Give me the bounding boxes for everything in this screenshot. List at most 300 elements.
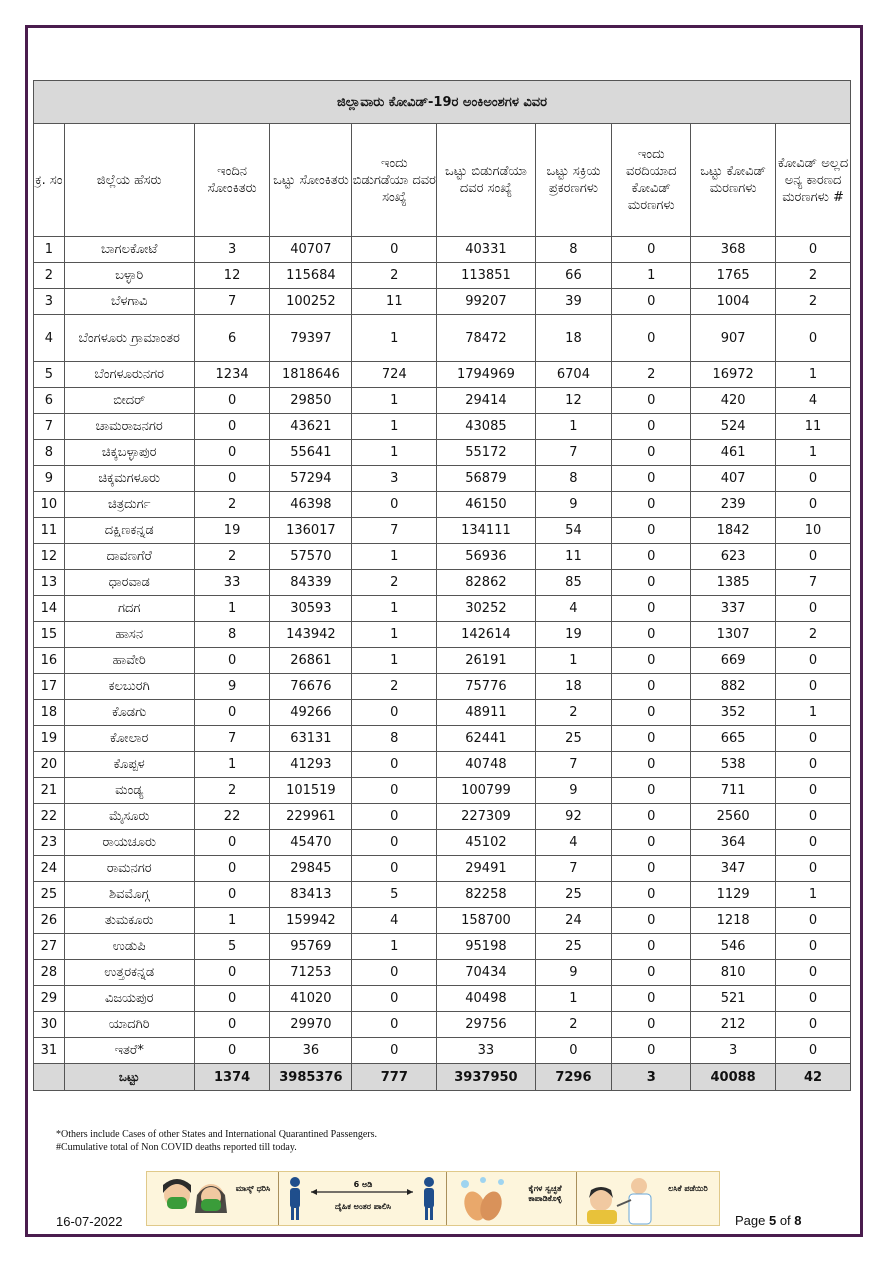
value-cell: 0 <box>612 882 691 908</box>
value-cell: 82862 <box>437 570 535 596</box>
table-row <box>34 289 851 315</box>
value-cell: 48911 <box>437 700 535 726</box>
total-label: ಒಟ್ಟು <box>64 1064 194 1091</box>
serial-cell: 15 <box>34 622 65 648</box>
table-row <box>34 882 851 908</box>
value-cell: 56936 <box>437 544 535 570</box>
value-cell: 0 <box>776 960 851 986</box>
value-cell: 0 <box>776 237 851 263</box>
value-cell: 0 <box>612 1012 691 1038</box>
value-cell: 0 <box>776 778 851 804</box>
total-value: 7296 <box>535 1064 612 1091</box>
table-row <box>34 752 851 778</box>
value-cell: 41020 <box>270 986 352 1012</box>
value-cell: 40498 <box>437 986 535 1012</box>
value-cell: 1 <box>776 882 851 908</box>
district-name-cell: ಕಲಬುರಗಿ <box>64 674 194 700</box>
district-name-cell: ಬಾಗಲಕೋಟೆ <box>64 237 194 263</box>
page-number: Page 5 of 8 <box>735 1213 802 1228</box>
district-name-cell: ಚಿಕ್ಕಬಳ್ಳಾಪುರ <box>64 440 194 466</box>
total-value: 777 <box>352 1064 437 1091</box>
value-cell: 57570 <box>270 544 352 570</box>
serial-cell: 25 <box>34 882 65 908</box>
table-row <box>34 986 851 1012</box>
district-name-cell: ರಾಮನಗರ <box>64 856 194 882</box>
value-cell: 56879 <box>437 466 535 492</box>
distance-segment <box>279 1172 447 1225</box>
value-cell: 0 <box>612 830 691 856</box>
column-header: ಇಂದು ಬಿಡುಗಡೆಯಾ ದವರ ಸಂಖ್ಯೆ <box>352 124 437 237</box>
value-cell: 3 <box>691 1038 776 1064</box>
covid-guidelines-banner <box>146 1171 720 1226</box>
value-cell: 136017 <box>270 518 352 544</box>
value-cell: 0 <box>194 882 270 908</box>
value-cell: 11 <box>776 414 851 440</box>
table-row <box>34 492 851 518</box>
value-cell: 29845 <box>270 856 352 882</box>
total-blank-cell <box>34 1064 65 1091</box>
vaccine-segment <box>577 1172 719 1225</box>
value-cell: 1 <box>194 908 270 934</box>
table-row <box>34 778 851 804</box>
hand-wash-text: ಕೈಗಳ ಸ್ವಚ್ಛತೆ ಕಾಪಾಡಿಕೊಳ್ಳಿ <box>528 1184 562 1203</box>
value-cell: 95198 <box>437 934 535 960</box>
value-cell: 0 <box>194 414 270 440</box>
district-name-cell: ಕೋಲಾರ <box>64 726 194 752</box>
value-cell: 99207 <box>437 289 535 315</box>
total-value: 1374 <box>194 1064 270 1091</box>
value-cell: 33 <box>194 570 270 596</box>
mask-text: ಮಾಸ್ಕ್ ಧರಿಸಿ <box>235 1184 271 1193</box>
table-row <box>34 700 851 726</box>
district-name-cell: ಹಾಸನ <box>64 622 194 648</box>
table-row <box>34 1038 851 1064</box>
table-row <box>34 830 851 856</box>
table-row <box>34 674 851 700</box>
serial-cell: 14 <box>34 596 65 622</box>
value-cell: 8 <box>352 726 437 752</box>
value-cell: 4 <box>776 388 851 414</box>
serial-cell: 10 <box>34 492 65 518</box>
masked-faces-icon <box>155 1173 235 1226</box>
value-cell: 43621 <box>270 414 352 440</box>
value-cell: 368 <box>691 237 776 263</box>
value-cell: 0 <box>612 492 691 518</box>
value-cell: 0 <box>535 1038 612 1064</box>
serial-cell: 27 <box>34 934 65 960</box>
value-cell: 25 <box>535 726 612 752</box>
serial-cell: 31 <box>34 1038 65 1064</box>
value-cell: 100252 <box>270 289 352 315</box>
value-cell: 29756 <box>437 1012 535 1038</box>
table-row <box>34 596 851 622</box>
serial-cell: 5 <box>34 362 65 388</box>
vaccine-text: ಲಸಿಕೆ ಪಡೆಯಿರಿ <box>668 1184 708 1193</box>
district-name-cell: ತುಮಕೂರು <box>64 908 194 934</box>
value-cell: 29970 <box>270 1012 352 1038</box>
value-cell: 158700 <box>437 908 535 934</box>
value-cell: 45102 <box>437 830 535 856</box>
column-header: ಕ್ರ. ಸಂ <box>34 124 65 237</box>
table-row <box>34 362 851 388</box>
value-cell: 55641 <box>270 440 352 466</box>
value-cell: 461 <box>691 440 776 466</box>
value-cell: 0 <box>194 986 270 1012</box>
value-cell: 0 <box>612 237 691 263</box>
table-row <box>34 466 851 492</box>
table-row <box>34 960 851 986</box>
value-cell: 63131 <box>270 726 352 752</box>
value-cell: 0 <box>194 1038 270 1064</box>
district-name-cell: ಗದಗ <box>64 596 194 622</box>
district-name-cell: ಬೆಂಗಳೂರುನಗರ <box>64 362 194 388</box>
value-cell: 1 <box>352 388 437 414</box>
value-cell: 143942 <box>270 622 352 648</box>
value-cell: 0 <box>776 908 851 934</box>
value-cell: 36 <box>270 1038 352 1064</box>
value-cell: 1307 <box>691 622 776 648</box>
table-row <box>34 726 851 752</box>
value-cell: 33 <box>437 1038 535 1064</box>
value-cell: 11 <box>535 544 612 570</box>
header-row <box>34 124 851 237</box>
value-cell: 1 <box>776 700 851 726</box>
value-cell: 83413 <box>270 882 352 908</box>
value-cell: 9 <box>535 960 612 986</box>
value-cell: 9 <box>535 778 612 804</box>
value-cell: 2 <box>352 263 437 289</box>
value-cell: 30252 <box>437 596 535 622</box>
serial-cell: 28 <box>34 960 65 986</box>
value-cell: 24 <box>535 908 612 934</box>
table-row <box>34 263 851 289</box>
value-cell: 521 <box>691 986 776 1012</box>
value-cell: 0 <box>194 388 270 414</box>
value-cell: 134111 <box>437 518 535 544</box>
value-cell: 0 <box>352 986 437 1012</box>
value-cell: 25 <box>535 934 612 960</box>
value-cell: 5 <box>194 934 270 960</box>
value-cell: 22 <box>194 804 270 830</box>
value-cell: 6704 <box>535 362 612 388</box>
district-name-cell: ಹಾವೇರಿ <box>64 648 194 674</box>
value-cell: 4 <box>535 830 612 856</box>
value-cell: 46150 <box>437 492 535 518</box>
value-cell: 39 <box>535 289 612 315</box>
table-row <box>34 804 851 830</box>
value-cell: 364 <box>691 830 776 856</box>
table-row <box>34 622 851 648</box>
value-cell: 0 <box>776 830 851 856</box>
column-header: ಇಂದಿನ ಸೋಂಕಿತರು <box>194 124 270 237</box>
value-cell: 623 <box>691 544 776 570</box>
serial-cell: 12 <box>34 544 65 570</box>
value-cell: 2 <box>194 544 270 570</box>
value-cell: 538 <box>691 752 776 778</box>
value-cell: 0 <box>194 1012 270 1038</box>
value-cell: 2 <box>352 570 437 596</box>
value-cell: 95769 <box>270 934 352 960</box>
value-cell: 0 <box>352 752 437 778</box>
value-cell: 0 <box>352 1038 437 1064</box>
value-cell: 11 <box>352 289 437 315</box>
table-row <box>34 570 851 596</box>
value-cell: 100799 <box>437 778 535 804</box>
value-cell: 1 <box>612 263 691 289</box>
value-cell: 0 <box>776 986 851 1012</box>
distance-value: 6 ಅಡಿ <box>353 1180 373 1189</box>
value-cell: 4 <box>535 596 612 622</box>
value-cell: 40331 <box>437 237 535 263</box>
serial-cell: 7 <box>34 414 65 440</box>
table-row <box>34 315 851 362</box>
value-cell: 1129 <box>691 882 776 908</box>
value-cell: 0 <box>612 778 691 804</box>
value-cell: 1 <box>352 544 437 570</box>
total-value: 3985376 <box>270 1064 352 1091</box>
total-row <box>34 1064 851 1091</box>
value-cell: 8 <box>535 466 612 492</box>
value-cell: 882 <box>691 674 776 700</box>
value-cell: 46398 <box>270 492 352 518</box>
value-cell: 1 <box>352 596 437 622</box>
value-cell: 1 <box>352 315 437 362</box>
value-cell: 26861 <box>270 648 352 674</box>
table-row <box>34 544 851 570</box>
value-cell: 0 <box>612 960 691 986</box>
value-cell: 0 <box>612 908 691 934</box>
value-cell: 1818646 <box>270 362 352 388</box>
serial-cell: 23 <box>34 830 65 856</box>
column-header: ಒಟ್ಟು ಸಕ್ರಿಯ ಪ್ರಕರಣಗಳು <box>535 124 612 237</box>
value-cell: 54 <box>535 518 612 544</box>
value-cell: 0 <box>194 856 270 882</box>
value-cell: 347 <box>691 856 776 882</box>
value-cell: 0 <box>776 466 851 492</box>
value-cell: 0 <box>612 804 691 830</box>
value-cell: 1 <box>776 440 851 466</box>
value-cell: 79397 <box>270 315 352 362</box>
value-cell: 57294 <box>270 466 352 492</box>
value-cell: 665 <box>691 726 776 752</box>
value-cell: 49266 <box>270 700 352 726</box>
value-cell: 0 <box>194 440 270 466</box>
district-name-cell: ಬೀದರ್ <box>64 388 194 414</box>
table-row <box>34 934 851 960</box>
value-cell: 0 <box>776 726 851 752</box>
district-name-cell: ಕೊಡಗು <box>64 700 194 726</box>
value-cell: 0 <box>352 856 437 882</box>
value-cell: 0 <box>612 466 691 492</box>
value-cell: 1 <box>352 934 437 960</box>
value-cell: 9 <box>194 674 270 700</box>
value-cell: 5 <box>352 882 437 908</box>
column-header: ಒಟ್ಟು ಕೋವಿಡ್ ಮರಣಗಳು <box>691 124 776 237</box>
value-cell: 0 <box>612 1038 691 1064</box>
value-cell: 19 <box>535 622 612 648</box>
value-cell: 1 <box>194 752 270 778</box>
value-cell: 0 <box>352 237 437 263</box>
value-cell: 3 <box>352 466 437 492</box>
value-cell: 810 <box>691 960 776 986</box>
serial-cell: 4 <box>34 315 65 362</box>
value-cell: 1385 <box>691 570 776 596</box>
value-cell: 43085 <box>437 414 535 440</box>
district-name-cell: ವಿಜಯಪುರ <box>64 986 194 1012</box>
value-cell: 10 <box>776 518 851 544</box>
value-cell: 2 <box>535 1012 612 1038</box>
value-cell: 7 <box>535 440 612 466</box>
report-date: 16-07-2022 <box>56 1214 123 1229</box>
value-cell: 45470 <box>270 830 352 856</box>
value-cell: 1842 <box>691 518 776 544</box>
serial-cell: 17 <box>34 674 65 700</box>
district-name-cell: ಬೆಂಗಳೂರು ಗ್ರಾಮಾಂತರ <box>64 315 194 362</box>
vaccination-icon <box>581 1172 661 1225</box>
value-cell: 0 <box>352 492 437 518</box>
value-cell: 0 <box>352 1012 437 1038</box>
value-cell: 85 <box>535 570 612 596</box>
value-cell: 55172 <box>437 440 535 466</box>
value-cell: 29414 <box>437 388 535 414</box>
column-header: ಜಿಲ್ಲೆಯ ಹೆಸರು <box>64 124 194 237</box>
column-header: ಇಂದು ವರದಿಯಾದ ಕೋವಿಡ್ ಮರಣಗಳು <box>612 124 691 237</box>
value-cell: 18 <box>535 315 612 362</box>
value-cell: 7 <box>352 518 437 544</box>
value-cell: 6 <box>194 315 270 362</box>
value-cell: 1234 <box>194 362 270 388</box>
table-row <box>34 648 851 674</box>
column-header: ಒಟ್ಟು ಬಿಡುಗಡೆಯಾ ದವರ ಸಂಖ್ಯೆ <box>437 124 535 237</box>
table-row <box>34 1012 851 1038</box>
value-cell: 71253 <box>270 960 352 986</box>
value-cell: 711 <box>691 778 776 804</box>
value-cell: 41293 <box>270 752 352 778</box>
value-cell: 0 <box>612 648 691 674</box>
column-header: ಕೋವಿಡ್ ಅಲ್ಲದ ಅನ್ಯ ಕಾರಣದ ಮರಣಗಳು # <box>776 124 851 237</box>
value-cell: 12 <box>535 388 612 414</box>
value-cell: 1 <box>535 648 612 674</box>
district-name-cell: ಇತರೆ* <box>64 1038 194 1064</box>
value-cell: 4 <box>352 908 437 934</box>
value-cell: 724 <box>352 362 437 388</box>
footnotes <box>56 1128 377 1154</box>
value-cell: 92 <box>535 804 612 830</box>
value-cell: 40707 <box>270 237 352 263</box>
value-cell: 907 <box>691 315 776 362</box>
serial-cell: 13 <box>34 570 65 596</box>
value-cell: 40748 <box>437 752 535 778</box>
district-name-cell: ದಾವಣಗೆರೆ <box>64 544 194 570</box>
value-cell: 0 <box>776 596 851 622</box>
value-cell: 159942 <box>270 908 352 934</box>
district-name-cell: ರಾಯಚೂರು <box>64 830 194 856</box>
serial-cell: 11 <box>34 518 65 544</box>
value-cell: 0 <box>776 492 851 518</box>
serial-cell: 6 <box>34 388 65 414</box>
value-cell: 0 <box>352 700 437 726</box>
value-cell: 2 <box>194 492 270 518</box>
district-name-cell: ಮಂಡ್ಯ <box>64 778 194 804</box>
serial-cell: 18 <box>34 700 65 726</box>
district-name-cell: ಧಾರವಾಡ <box>64 570 194 596</box>
footnote-non-covid: #Cumulative total of Non COVID deaths reported till today. <box>56 1142 297 1153</box>
table-row <box>34 414 851 440</box>
value-cell: 70434 <box>437 960 535 986</box>
value-cell: 7 <box>776 570 851 596</box>
value-cell: 84339 <box>270 570 352 596</box>
value-cell: 0 <box>612 700 691 726</box>
value-cell: 524 <box>691 414 776 440</box>
value-cell: 12 <box>194 263 270 289</box>
value-cell: 0 <box>776 752 851 778</box>
serial-cell: 24 <box>34 856 65 882</box>
value-cell: 1 <box>194 596 270 622</box>
value-cell: 19 <box>194 518 270 544</box>
district-name-cell: ದಕ್ಷಿಣಕನ್ನಡ <box>64 518 194 544</box>
value-cell: 8 <box>535 237 612 263</box>
total-value: 40088 <box>691 1064 776 1091</box>
value-cell: 0 <box>194 830 270 856</box>
table-title: ಜಿಲ್ಲಾವಾರು ಕೋವಿಡ್-19ರ ಅಂಕಿಅಂಶಗಳ ವಿವರ <box>34 81 851 124</box>
value-cell: 0 <box>776 315 851 362</box>
value-cell: 29850 <box>270 388 352 414</box>
district-name-cell: ಉತ್ತರಕನ್ನಡ <box>64 960 194 986</box>
value-cell: 9 <box>535 492 612 518</box>
value-cell: 3 <box>194 237 270 263</box>
value-cell: 8 <box>194 622 270 648</box>
value-cell: 2 <box>776 263 851 289</box>
value-cell: 25 <box>535 882 612 908</box>
serial-cell: 9 <box>34 466 65 492</box>
value-cell: 0 <box>612 544 691 570</box>
value-cell: 16972 <box>691 362 776 388</box>
value-cell: 0 <box>612 674 691 700</box>
value-cell: 2 <box>776 622 851 648</box>
footnote-others: *Others include Cases of other States and International Quarantined Passengers. <box>56 1129 378 1140</box>
value-cell: 0 <box>776 856 851 882</box>
value-cell: 0 <box>776 804 851 830</box>
value-cell: 1 <box>776 362 851 388</box>
serial-cell: 26 <box>34 908 65 934</box>
district-name-cell: ಚಿಕ್ಕಮಗಳೂರು <box>64 466 194 492</box>
value-cell: 0 <box>612 856 691 882</box>
value-cell: 1004 <box>691 289 776 315</box>
value-cell: 420 <box>691 388 776 414</box>
value-cell: 26191 <box>437 648 535 674</box>
value-cell: 0 <box>194 960 270 986</box>
table-row <box>34 856 851 882</box>
value-cell: 0 <box>612 934 691 960</box>
value-cell: 0 <box>194 700 270 726</box>
value-cell: 29491 <box>437 856 535 882</box>
value-cell: 0 <box>776 934 851 960</box>
table-row <box>34 908 851 934</box>
value-cell: 0 <box>194 466 270 492</box>
value-cell: 0 <box>612 388 691 414</box>
table-row <box>34 237 851 263</box>
district-name-cell: ಬಳ್ಳಾರಿ <box>64 263 194 289</box>
value-cell: 82258 <box>437 882 535 908</box>
mask-segment <box>147 1172 279 1225</box>
value-cell: 1 <box>352 648 437 674</box>
serial-cell: 8 <box>34 440 65 466</box>
value-cell: 0 <box>612 440 691 466</box>
value-cell: 227309 <box>437 804 535 830</box>
value-cell: 229961 <box>270 804 352 830</box>
value-cell: 115684 <box>270 263 352 289</box>
value-cell: 239 <box>691 492 776 518</box>
